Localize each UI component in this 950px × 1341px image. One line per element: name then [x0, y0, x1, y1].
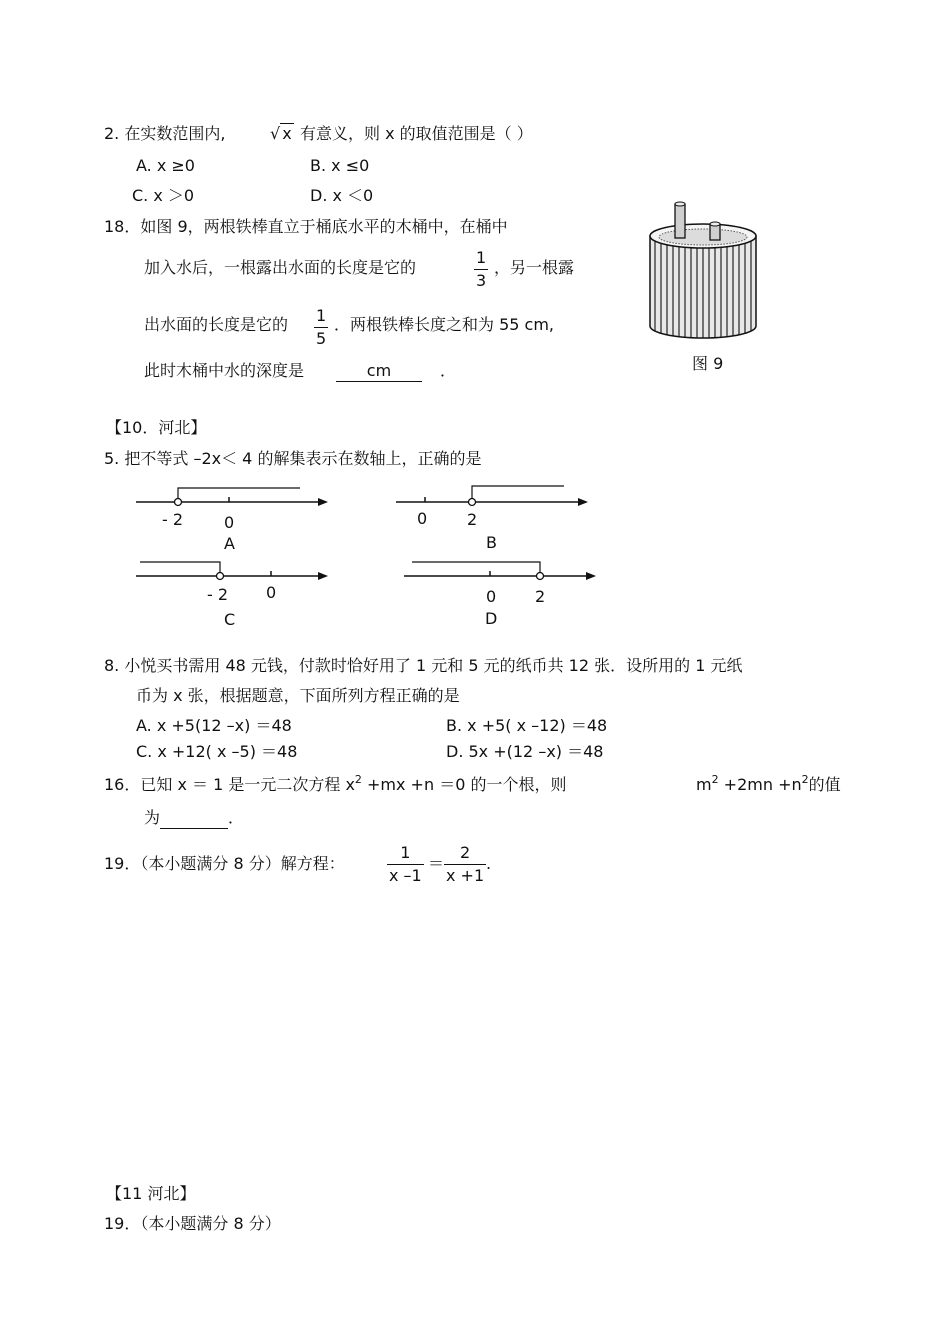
q16-text: m	[696, 775, 712, 794]
q16-expression	[696, 775, 841, 797]
solution-ray	[140, 562, 220, 573]
figure-caption: 图 9	[692, 354, 724, 373]
answer-blank-unit: cm	[336, 361, 422, 382]
bucket-figure	[640, 198, 770, 348]
fraction-one-fifth	[314, 306, 328, 349]
solution-ray	[412, 562, 540, 573]
q5-stem: 5. 把不等式 –2x＜ 4 的解集表示在数轴上，正确的是	[104, 449, 482, 468]
radical-sign: √	[270, 124, 281, 143]
q2-option-d: D. x ＜0	[310, 186, 374, 205]
equals-sign: ＝	[428, 854, 445, 873]
tick-label: 2	[535, 587, 546, 606]
option-label-b: B	[486, 533, 497, 552]
bucket-body	[650, 236, 756, 338]
open-point	[537, 573, 544, 580]
q18-line-3-start: 出水面的长度是它的	[144, 315, 289, 334]
fraction-left	[387, 843, 424, 886]
fraction-denominator: 5	[316, 329, 327, 348]
tick-label: 0	[224, 513, 235, 532]
section-heading-11: 【11 河北】	[106, 1184, 196, 1203]
fraction-numerator: 1	[476, 248, 487, 267]
q16-line-1	[104, 775, 566, 797]
fraction-bar	[444, 864, 486, 865]
fraction-numerator: 2	[459, 843, 471, 862]
tick-label: 0	[266, 583, 277, 602]
q18-line-4-start: 此时木桶中水的深度是	[144, 361, 305, 380]
fraction-bar	[474, 269, 488, 270]
q18-line-3-end: ．两根铁棒长度之和为 55 cm,	[334, 315, 555, 334]
q2-stem-start: 2. 在实数范围内,	[104, 124, 226, 143]
fraction-bar	[387, 864, 424, 865]
solution-ray	[178, 488, 300, 499]
q2-option-c: C. x ＞0	[132, 186, 195, 205]
number-line-c	[130, 555, 340, 595]
fraction-numerator: 1	[400, 843, 411, 862]
q2-stem-end: 有意义，则 x 的取值范围是（ ）	[300, 124, 533, 143]
fraction-right	[444, 843, 486, 886]
tick-label: - 2	[162, 510, 184, 529]
q16-text: 为	[144, 808, 161, 827]
radicand: x	[282, 124, 292, 143]
q19-stem: 19．（本小题满分 8 分）解方程：	[104, 854, 345, 873]
q18-line-2-start: 加入水后，一根露出水面的长度是它的	[144, 258, 417, 277]
tick-label: - 2	[207, 585, 229, 604]
answer-blank	[160, 808, 228, 829]
fraction-numerator: 1	[316, 306, 327, 325]
iron-rod-long	[675, 204, 685, 238]
fraction-denominator: 3	[476, 271, 487, 290]
option-label-a: A	[224, 534, 235, 553]
tick-label: 0	[486, 587, 497, 606]
fraction-one-third	[474, 248, 488, 291]
q16-text: 的值	[808, 775, 841, 794]
fraction-denominator: x –1	[389, 866, 422, 885]
q8-option-d: D. 5x +(12 –x) ＝48	[446, 742, 604, 761]
q16-text: +2mn +n	[718, 775, 802, 794]
q18-line-2-end: ，另一根露	[494, 258, 575, 277]
option-label-c: C	[224, 610, 236, 629]
q8-option-c: C. x +12( x –5) ＝48	[136, 742, 298, 761]
q16-line-2	[144, 808, 244, 829]
exponent: 2	[801, 773, 809, 786]
open-point	[217, 573, 224, 580]
q16-text: 16．已知 x ＝ 1 是一元二次方程 x	[104, 775, 355, 794]
tick-label: 2	[467, 510, 478, 529]
q2-option-b: B. x ≤0	[310, 156, 370, 175]
fraction-denominator: x +1	[446, 866, 485, 885]
q18-line-1: 18．如图 9，两根铁棒直立于桶底水平的木桶中，在桶中	[104, 217, 508, 236]
period: .	[486, 854, 492, 873]
q16-text: ．	[228, 808, 245, 827]
q8-option-b: B. x +5( x –12) ＝48	[446, 716, 608, 735]
open-point	[469, 499, 476, 506]
exponent: 2	[354, 773, 362, 786]
tick-label: 0	[417, 509, 428, 528]
q16-text: +mx +n ＝0 的一个根，则	[361, 775, 567, 794]
fraction-bar	[314, 327, 328, 328]
open-point	[175, 499, 182, 506]
option-label-d: D	[485, 609, 498, 628]
solution-ray	[472, 486, 564, 499]
section-heading-10: 【10．河北】	[106, 418, 207, 437]
q18-line-4-end: ．	[440, 361, 457, 380]
exponent: 2	[711, 773, 719, 786]
q8-line-2: 币为 x 张，根据题意，下面所列方程正确的是	[136, 686, 460, 705]
sqrt-x-expression	[270, 124, 294, 144]
q8-option-a: A. x +5(12 –x) ＝48	[136, 716, 292, 735]
q8-line-1: 8. 小悦买书需用 48 元钱，付款时恰好用了 1 元和 5 元的纸币共 12 张．设所用的 1 元纸	[104, 656, 743, 675]
water-surface	[659, 229, 747, 245]
number-line-d	[398, 555, 608, 595]
q2-option-a: A. x ≥0	[136, 156, 195, 175]
answer-blank	[336, 361, 422, 382]
q19b-stem: 19．（本小题满分 8 分）	[104, 1214, 281, 1233]
